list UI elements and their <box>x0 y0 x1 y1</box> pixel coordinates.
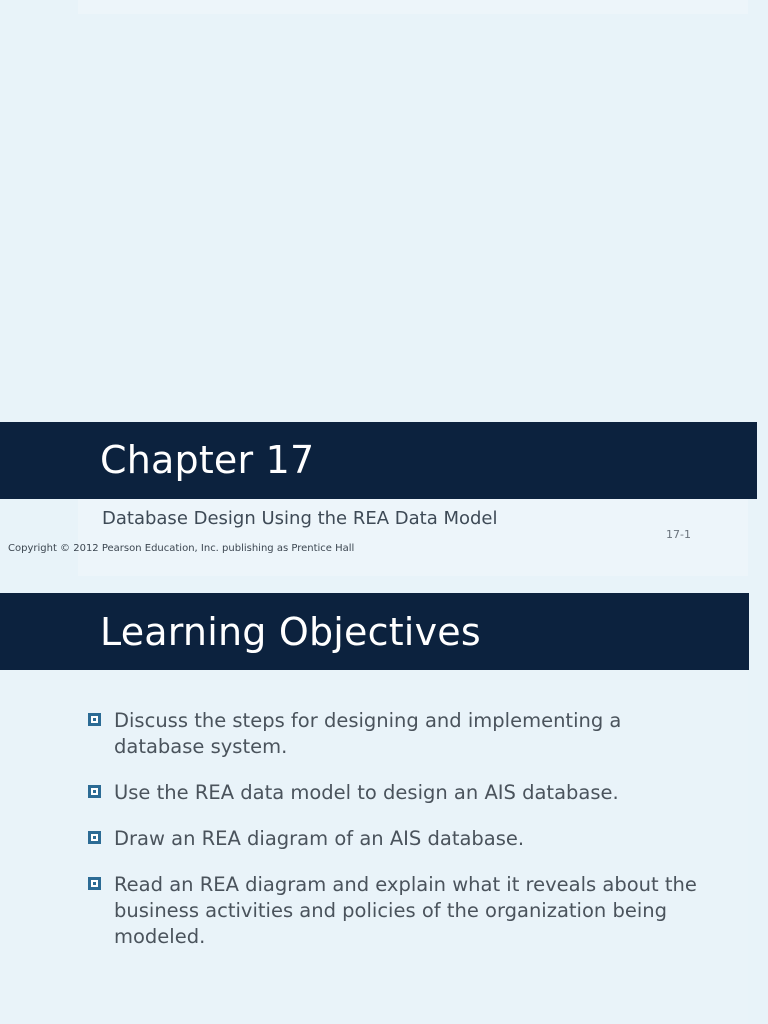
objective-item <box>87 872 707 950</box>
chapter-subtitle: Database Design Using the REA Data Model <box>102 508 498 529</box>
objective-text: Draw an REA diagram of an AIS database. <box>114 827 525 850</box>
objectives-title: Learning Objectives <box>100 610 481 654</box>
objective-text: Discuss the steps for designing and implementing a database system. <box>114 709 622 758</box>
chapter-title-bar <box>0 422 757 499</box>
objectives-list <box>87 708 707 970</box>
objective-item <box>87 708 707 760</box>
objectives-title-bar <box>0 593 749 670</box>
objective-text: Use the REA data model to design an AIS database. <box>114 781 619 804</box>
objective-item <box>87 826 707 852</box>
square-bullet-icon <box>88 713 101 726</box>
square-bullet-icon <box>88 877 101 890</box>
copyright-notice: Copyright © 2012 Pearson Education, Inc. publishing as Prentice Hall <box>8 543 355 554</box>
square-bullet-icon <box>88 831 101 844</box>
objective-text: Read an REA diagram and explain what it reveals about the business activities and policies of the organization being modeled. <box>114 873 697 948</box>
chapter-title: Chapter 17 <box>100 438 315 482</box>
objective-item <box>87 780 707 806</box>
slide-1-top-panel <box>78 0 748 14</box>
square-bullet-icon <box>88 785 101 798</box>
slide-number: 17-1 <box>666 528 691 541</box>
